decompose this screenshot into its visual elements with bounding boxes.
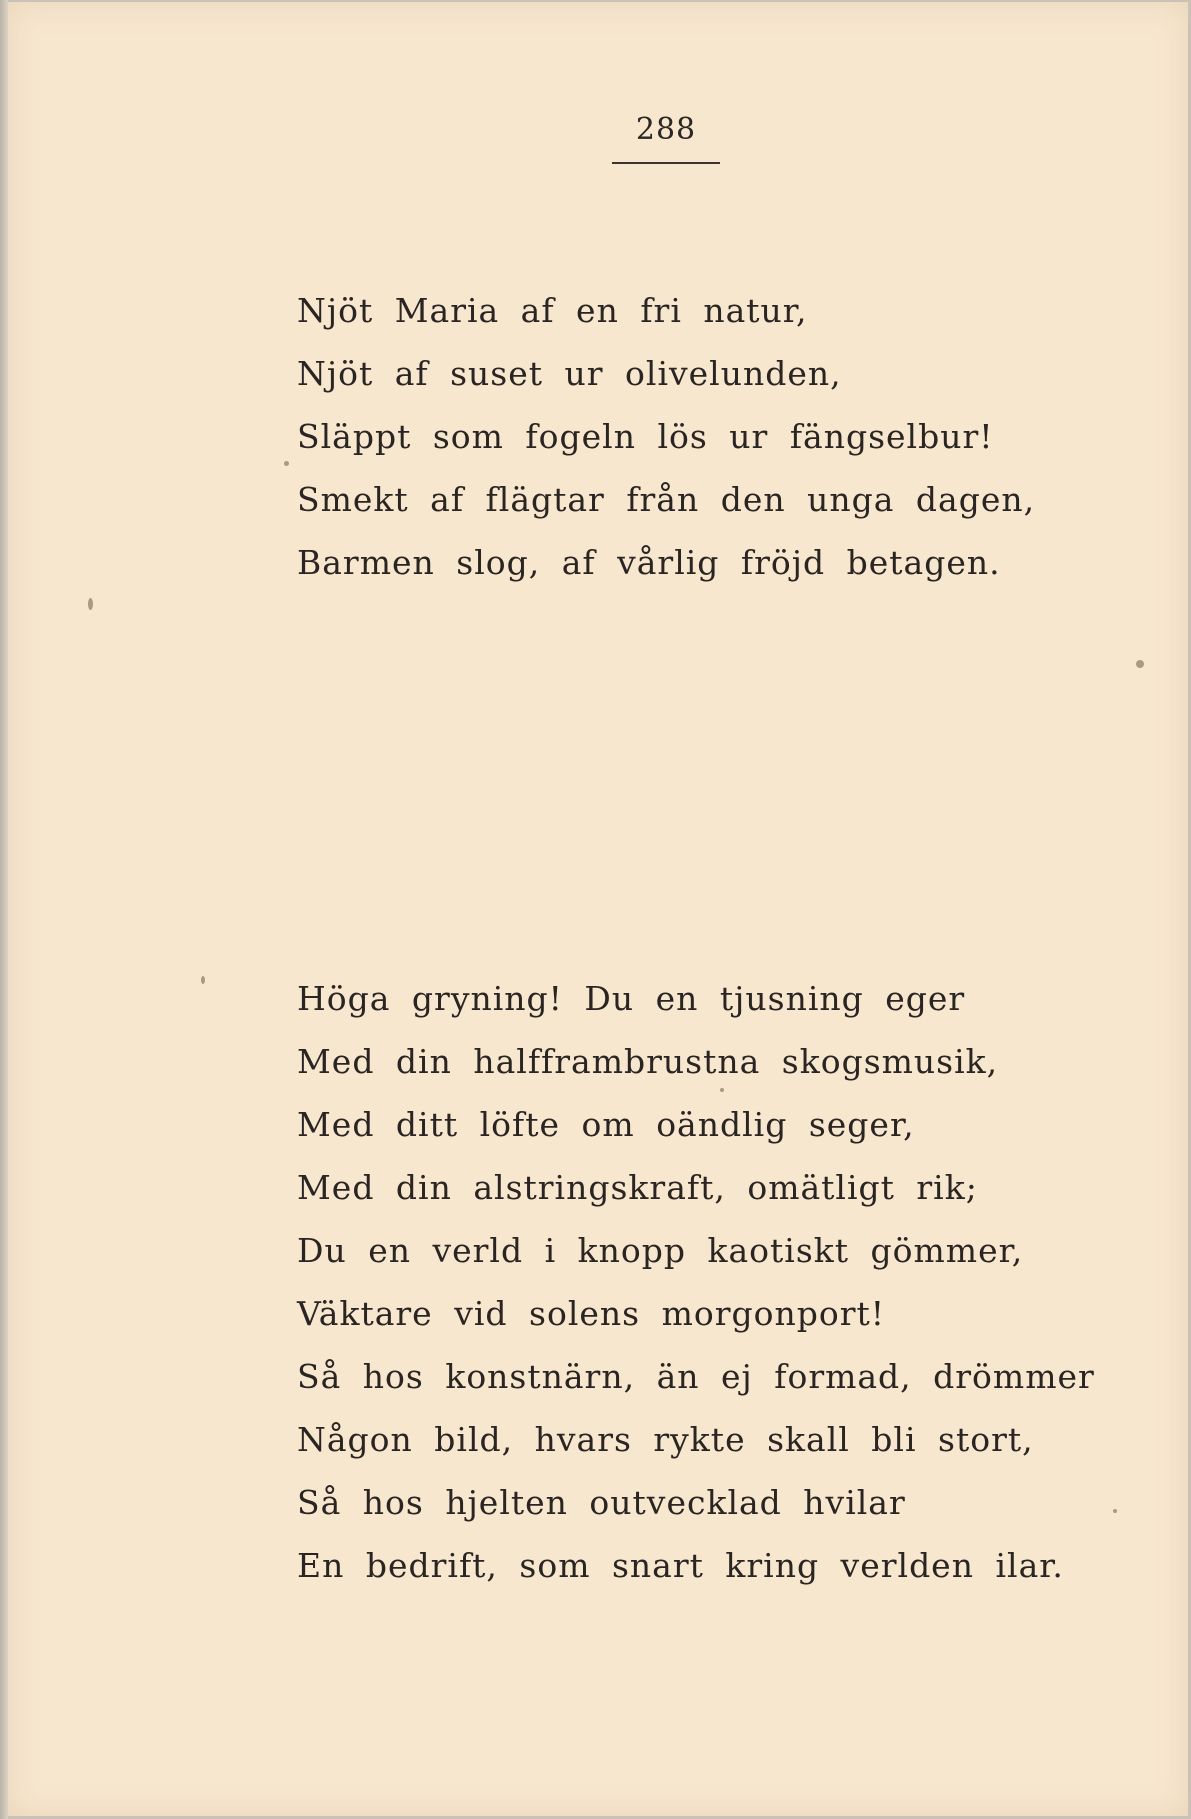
page-number-rule	[612, 162, 720, 164]
paper-speck	[88, 598, 93, 610]
stanza-line: Barmen slog, af vårlig fröjd betagen.	[297, 543, 1001, 582]
paper-speck	[201, 976, 205, 984]
stanza-line: Du en verld i knopp kaotiskt gömmer,	[297, 1231, 1024, 1270]
stanza-line: Njöt af suset ur olivelunden,	[297, 354, 842, 393]
stanza-line: En bedrift, som snart kring verlden ilar.	[297, 1546, 1064, 1585]
paper-speck	[284, 461, 289, 466]
stanza-line: Höga gryning! Du en tjusning eger	[297, 979, 966, 1018]
stanza-2	[297, 975, 1095, 1605]
stanza-1	[297, 287, 1077, 602]
stanza-line: Släppt som fogeln lös ur fängselbur!	[297, 417, 994, 456]
paper-speck	[1113, 1509, 1117, 1513]
page-number: 288	[635, 112, 697, 147]
stanza-line: Njöt Maria af en fri natur,	[297, 291, 808, 330]
stanza-line: Någon bild, hvars rykte skall bli stort,	[297, 1420, 1034, 1459]
stanza-line: Med ditt löfte om oändlig seger,	[297, 1105, 915, 1144]
stanza-line: Smekt af flägtar från den unga dagen,	[297, 480, 1036, 519]
paper-speck	[1136, 660, 1144, 668]
stanza-line: Väktare vid solens morgonport!	[297, 1294, 886, 1333]
stanza-line: Med din halfframbrustna skogsmusik,	[297, 1042, 999, 1081]
page-edge	[0, 0, 8, 1819]
stanza-line: Så hos konstnärn, än ej formad, drömmer	[297, 1357, 1095, 1396]
paper-speck	[720, 1088, 724, 1092]
stanza-line: Så hos hjelten outvecklad hvilar	[297, 1483, 906, 1522]
stanza-line: Med din alstringskraft, omätligt rik;	[297, 1168, 978, 1207]
